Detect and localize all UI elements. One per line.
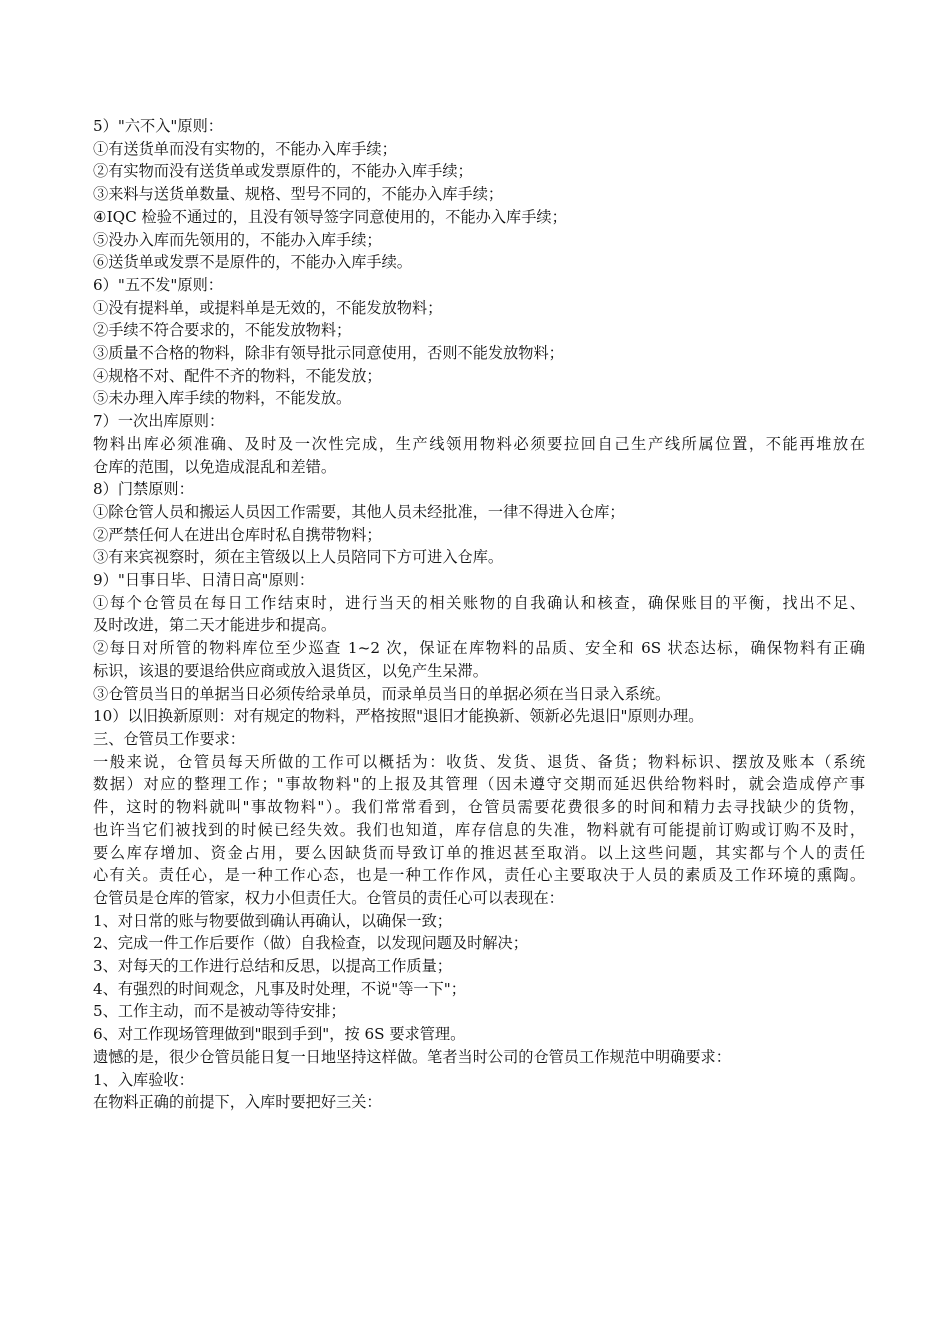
- document-line: ⑥送货单或发票不是原件的，不能办入库手续。: [93, 253, 412, 272]
- document-line: ①没有提料单，或提料单是无效的，不能发放物料；: [93, 298, 443, 317]
- document-line: 3、对每天的工作进行总结和反思，以提高工作质量；: [93, 957, 452, 976]
- document-line: ③质量不合格的物料，除非有领导批示同意使用，否则不能发放物料；: [93, 344, 564, 363]
- document-line: 7）一次出库原则：: [93, 412, 225, 431]
- document-line: 标识，该退的要退给供应商或放入退货区，以免产生呆滞。: [93, 661, 488, 680]
- document-line: 仓管员是仓库的管家，权力小但责任大。仓管员的责任心可以表现在：: [93, 888, 564, 907]
- document-line: 4、有强烈的时间观念，凡事及时处理，不说"等一下"；: [93, 979, 466, 998]
- document-line: ③有来宾视察时，须在主管级以上人员陪同下方可进入仓库。: [93, 548, 504, 567]
- document-line: 心有关。责任心，是一种工作心态，也是一种工作作风，责任心主要取决于人员的素质及工作环境的熏陶。: [93, 866, 865, 885]
- document-line: ②严禁任何人在进出仓库时私自携带物料；: [93, 525, 382, 544]
- document-line: 1、入库验收：: [93, 1070, 194, 1089]
- document-body: [93, 115, 865, 1114]
- document-line: 8）门禁原则：: [93, 480, 194, 499]
- document-line: 件，这时的物料就叫"事故物料"）。我们常常看到，仓管员需要花费很多的时间和精力去寻找缺少的货物，: [93, 798, 865, 817]
- document-line: 遗憾的是，很少仓管员能日复一日地坚持这样做。笔者当时公司的仓管员工作规范中明确要求：: [93, 1047, 731, 1066]
- document-line: ④规格不对、配件不齐的物料，不能发放；: [93, 366, 382, 385]
- document-line: 9）"日事日毕、日清日高"原则：: [93, 571, 315, 590]
- document-line: 一般来说，仓管员每天所做的工作可以概括为：收货、发货、退货、备货；物料标识、摆放及账本（系统: [93, 752, 865, 771]
- document-line: 6）"五不发"原则：: [93, 275, 223, 294]
- document-line: 5、工作主动，而不是被动等待安排；: [93, 1002, 346, 1021]
- document-line: 在物料正确的前提下，入库时要把好三关：: [93, 1093, 382, 1112]
- document-line: 数据）对应的整理工作；"事故物料"的上报及其管理（因未遵守交期而延迟供给物料时，就会造成停产事: [93, 775, 865, 794]
- document-line: ②有实物而没有送货单或发票原件的，不能办入库手续；: [93, 162, 473, 181]
- document-line: ①每个仓管员在每日工作结束时，进行当天的相关账物的自我确认和核查，确保账目的平衡，找出不足、: [93, 593, 865, 612]
- document-line: 三、仓管员工作要求：: [93, 729, 245, 748]
- document-line: 10）以旧换新原则：对有规定的物料，严格按照"退旧才能换新、领新必先退旧"原则办理。: [93, 707, 704, 726]
- document-line: 6、对工作现场管理做到"眼到手到"，按 6S 要求管理。: [93, 1025, 466, 1044]
- document-line: 2、完成一件工作后要作（做）自我检查，以发现问题及时解决；: [93, 934, 528, 953]
- document-line: 物料出库必须准确、及时及一次性完成，生产线领用物料必须要拉回自己生产线所属位置，不能再堆放在: [93, 434, 865, 453]
- document-line: 1、对日常的账与物要做到确认再确认，以确保一致；: [93, 911, 452, 930]
- document-line: ②每日对所管的物料库位至少巡查 1~2 次，保证在库物料的品质、安全和 6S 状态达标，确保物料有正确: [93, 639, 865, 658]
- document-line: ④IQC 检验不通过的，且没有领导签字同意使用的，不能办入库手续；: [93, 207, 567, 226]
- document-line: 要么库存增加、资金占用，要么因缺货而导致订单的推迟甚至取消。以上这些问题，其实都与个人的责任: [93, 843, 865, 862]
- document-line: 5）"六不入"原则：: [93, 117, 223, 135]
- document-line: ①有送货单而没有实物的，不能办入库手续；: [93, 139, 397, 158]
- document-line: ②手续不符合要求的，不能发放物料；: [93, 321, 352, 340]
- document-line: ①除仓管人员和搬运人员因工作需要，其他人员未经批准，一律不得进入仓库；: [93, 502, 625, 521]
- document-line: 仓库的范围，以免造成混乱和差错。: [93, 457, 336, 476]
- document-line: 及时改进，第二天才能进步和提高。: [93, 616, 336, 635]
- document-line: ⑤没办入库而先领用的，不能办入库手续；: [93, 230, 382, 249]
- document-line: ⑤未办理入库手续的物料，不能发放。: [93, 389, 352, 408]
- document-line: ③仓管员当日的单据当日必须传给录单员，而录单员当日的单据必须在当日录入系统。: [93, 684, 671, 703]
- document-line: 也许当它们被找到的时候已经失效。我们也知道，库存信息的失准，物料就有可能提前订购或订购不及时，: [93, 820, 865, 839]
- document-line: ③来料与送货单数量、规格、型号不同的，不能办入库手续；: [93, 185, 504, 204]
